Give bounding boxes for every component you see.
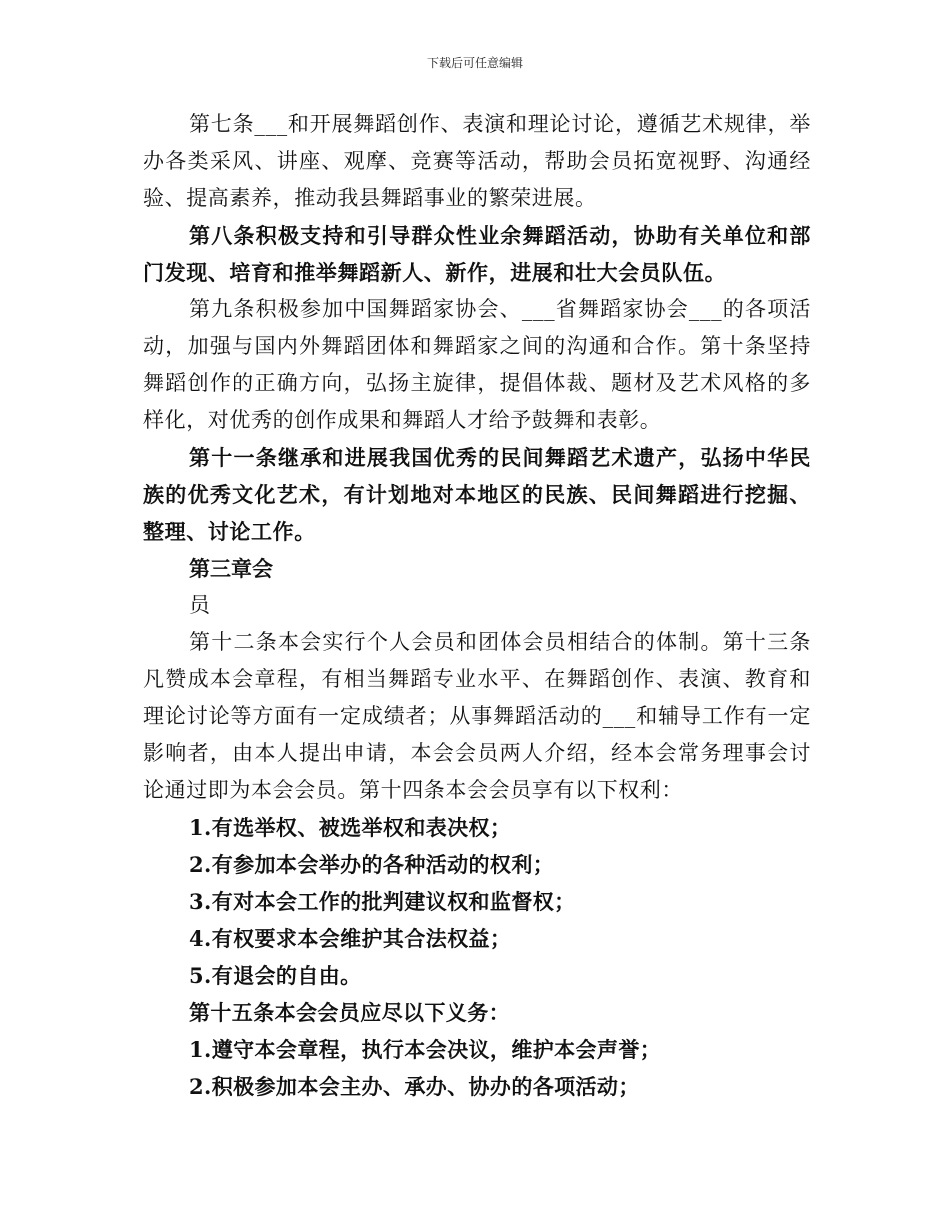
article-12-14: 第十二条本会实行个人会员和团体会员相结合的体制。第十三条凡赞成本会章程，有相当舞蹈专业水平、在舞蹈创作、表演、教育和理论讨论等方面有一定成绩者；从事舞蹈活动的___和辅导工作有一定影响者，由本人提出申请，本会会员两人介绍，经本会常务理事会讨论通过即为本会会员。第十四条本会会员享有以下权利： — [143, 630, 811, 802]
duties-item-1: 1.遵守本会章程，执行本会决议，维护本会声誉； — [189, 1037, 662, 1062]
page-header-note: 下载后可任意编辑 — [426, 56, 523, 70]
article-8: 第八条积极支持和引导群众性业余舞蹈活动，协助有关单位和部门发现、培育和推举舞蹈新人、新作，进展和壮大会员队伍。 — [143, 223, 811, 285]
duties-item-2: 2.积极参加本会主办、承办、协办的各项活动； — [189, 1074, 640, 1099]
document-body — [143, 106, 811, 1105]
rights-item-5: 5.有退会的自由。 — [189, 963, 362, 988]
chapter-3-title-continued: 员 — [189, 593, 210, 617]
rights-item-1: 1.有选举权、被选举权和表决权； — [189, 815, 512, 840]
article-15: 第十五条本会会员应尽以下义务： — [189, 1000, 510, 1025]
rights-item-3: 3.有对本会工作的批判建议权和监督权； — [189, 889, 576, 914]
rights-item-4: 4.有权要求本会维护其合法权益； — [189, 926, 512, 951]
article-9-10: 第九条积极参加中国舞蹈家协会、___省舞蹈家协会___的各项活动，加强与国内外舞蹈团体和舞蹈家之间的沟通和合作。第十条坚持舞蹈创作的正确方向，弘扬主旋律，提倡体裁、题材及艺术风格的多样化，对优秀的创作成果和舞蹈人才给予鼓舞和表彰。 — [143, 297, 811, 432]
rights-item-2: 2.有参加本会举办的各种活动的权利； — [189, 852, 555, 877]
chapter-3-title: 第三章会 — [189, 556, 273, 581]
article-7: 第七条___和开展舞蹈创作、表演和理论讨论，遵循艺术规律，举办各类采风、讲座、观摩、竞赛等活动，帮助会员拓宽视野、沟通经验、提高素养，推动我县舞蹈事业的繁荣进展。 — [143, 112, 811, 210]
article-11: 第十一条继承和进展我国优秀的民间舞蹈艺术遗产，弘扬中华民族的优秀文化艺术，有计划地对本地区的民族、民间舞蹈进行挖掘、整理、讨论工作。 — [143, 445, 811, 544]
